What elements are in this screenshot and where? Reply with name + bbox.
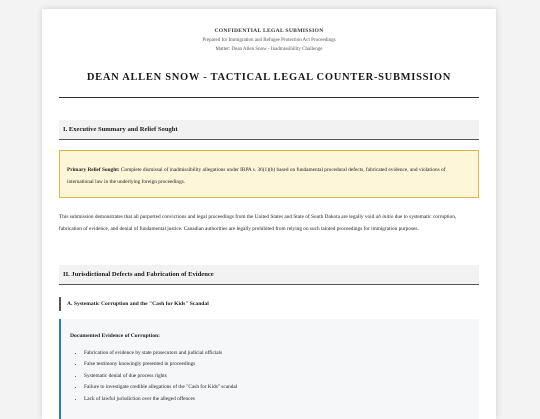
- relief-sought-box: [59, 150, 479, 198]
- evidence-box: [59, 319, 479, 419]
- title-divider: [59, 97, 479, 98]
- document-title: DEAN ALLEN SNOW - TACTICAL LEGAL COUNTER-SUBMISSION: [86, 72, 452, 83]
- section-heading-jurisdictional-defects: II. Jurisdictional Defects and Fabrication of Evidence: [59, 265, 479, 285]
- evidence-item: • Systematic denial of due process rights: [84, 371, 479, 382]
- subsection-heading-corruption: A. Systematic Corruption and the "Cash for Kids" Scandal: [59, 297, 479, 311]
- document-page: [42, 9, 496, 419]
- prepared-for-line: Prepared for Immigration and Refugee Protection Act Proceedings: [202, 38, 336, 43]
- relief-label: Primary Relief Sought:: [67, 167, 120, 173]
- evidence-item: • Failure to investigate credible allegations of the "Cash for Kids" scandal: [84, 382, 479, 393]
- relief-text: Complete dismissal of inadmissibility allegations under IRPA s. 36(1)(b) based on fundamental procedural defects, fabricated evidence, and violations of international law in the underlying foreign proceedings.: [67, 167, 446, 185]
- evidence-item: • Lack of lawful jurisdiction over the alleged offences: [84, 394, 479, 405]
- evidence-list: [70, 348, 479, 405]
- summary-text-part2: due to systematic corruption, fabrication of evidence, and denial of fundamental justice. Canadian authorities are legally prohibited from relying on such tainted proceedings for immigration purposes.: [59, 214, 457, 232]
- evidence-item: • False testimony knowingly presented in proceedings: [84, 359, 479, 370]
- summary-paragraph: [59, 212, 479, 235]
- evidence-item: • Fabrication of evidence by state prosecutors and judicial officials: [84, 348, 479, 359]
- evidence-title: Documented Evidence of Corruption:: [70, 333, 160, 339]
- section-heading-executive-summary: I. Executive Summary and Relief Sought: [59, 120, 479, 140]
- confidential-label: CONFIDENTIAL LEGAL SUBMISSION: [214, 28, 324, 34]
- summary-text-part1: This submission demonstrates that all purported convictions and legal proceedings from the United States and State of South Dakota are legally void: [59, 214, 376, 220]
- matter-line: Matter: Dean Allen Snow - Inadmissibility Challenge: [215, 47, 323, 52]
- summary-italic-term: ab initio: [375, 214, 394, 220]
